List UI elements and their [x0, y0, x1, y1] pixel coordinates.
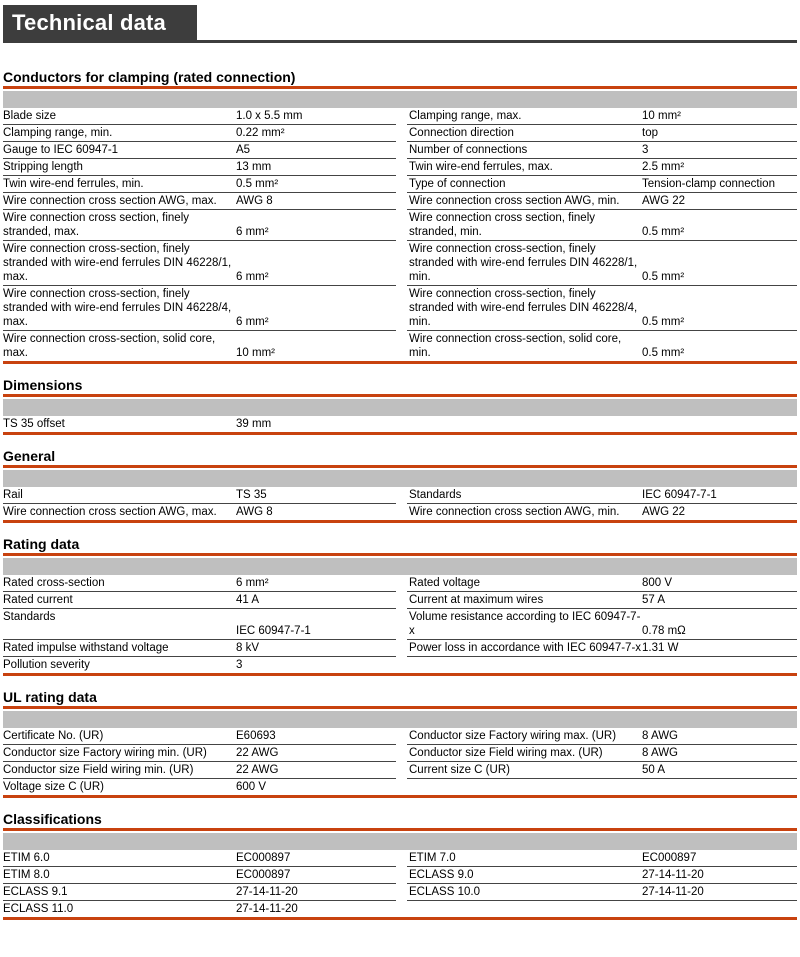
property-value-text: 13 mm [236, 161, 272, 173]
property-value [642, 109, 797, 123]
property-value [236, 488, 396, 502]
property-label: Volume resistance according to IEC 60947-7-x [409, 611, 641, 637]
property-label: Current size C (UR) [409, 764, 510, 776]
property-value-text: AWG 22 [642, 195, 686, 207]
left-property [3, 575, 396, 592]
property-value [236, 610, 396, 638]
section-classifications [3, 809, 797, 920]
property-label: Clamping range, max. [409, 110, 522, 122]
section-divider [3, 86, 797, 89]
page-header [3, 5, 797, 43]
table-row [3, 575, 797, 592]
property-value [236, 641, 396, 655]
property-value-text: 1.31 W [642, 642, 679, 654]
table-row [3, 241, 797, 286]
section-header-bar [3, 470, 797, 487]
property-value-text: 6 mm² [236, 271, 269, 283]
table-row [3, 125, 797, 142]
left-property [3, 159, 396, 176]
property-value [642, 194, 797, 208]
property-value [642, 177, 797, 191]
left-property [3, 850, 396, 867]
left-property [3, 901, 407, 920]
property-label: Clamping range, min. [3, 127, 113, 139]
section-dimensions [3, 375, 797, 435]
property-label: Wire connection cross section, finely stranded, min. [409, 212, 595, 238]
table-row [3, 901, 797, 920]
property-value-text: 2.5 mm² [642, 161, 685, 173]
right-property [407, 728, 797, 745]
property-value-text: 27-14-11-20 [642, 869, 704, 881]
property-value-text: A5 [236, 144, 251, 156]
property-value-text: 22 AWG [236, 747, 279, 759]
property-label: Connection direction [409, 127, 514, 139]
property-label: Number of connections [409, 144, 528, 156]
table-row [3, 193, 797, 210]
property-label: Certificate No. (UR) [3, 730, 104, 742]
property-value-text: 0.5 mm² [641, 347, 685, 359]
property-label: Wire connection cross section, finely stranded, max. [3, 212, 189, 238]
property-value [236, 332, 407, 360]
table-row [3, 210, 797, 241]
right-property [407, 779, 797, 798]
left-property [3, 193, 396, 210]
table-row [3, 142, 797, 159]
property-value [236, 885, 396, 899]
table-row [3, 867, 797, 884]
property-value-text: 39 mm [236, 418, 272, 430]
property-value-text: 0.22 mm² [236, 127, 285, 139]
table-row [3, 762, 797, 779]
left-property [3, 108, 396, 125]
property-label: ECLASS 9.0 [409, 869, 474, 881]
property-value [642, 885, 797, 899]
property-value [236, 417, 407, 431]
property-value-text: 22 AWG [236, 764, 279, 776]
left-property [3, 779, 407, 798]
table-row [3, 286, 797, 331]
property-label: Wire connection cross-section, finely stranded with wire-end ferrules DIN 46228/4, min. [409, 288, 638, 328]
section-header-bar [3, 558, 797, 575]
property-value-text: 10 mm² [642, 110, 681, 122]
right-property [407, 592, 797, 609]
property-value [236, 211, 396, 239]
left-property [3, 728, 396, 745]
right-property [407, 159, 797, 176]
property-value [236, 576, 396, 590]
property-value [642, 576, 797, 590]
property-label: Wire connection cross-section, finely stranded with wire-end ferrules DIN 46228/1, max. [3, 243, 232, 283]
property-label: Wire connection cross-section, finely stranded with wire-end ferrules DIN 46228/1, min. [409, 243, 638, 283]
property-value [236, 143, 396, 157]
property-value-text: 6 mm² [236, 316, 269, 328]
property-value-text: 3 [236, 659, 243, 671]
property-value [236, 658, 407, 672]
section-ul-rating-data [3, 687, 797, 798]
left-property [3, 416, 407, 435]
property-value-text: 27-14-11-20 [236, 903, 298, 915]
property-value [236, 902, 407, 916]
property-value-text: AWG 8 [236, 195, 273, 207]
property-label: Wire connection cross-section, solid core, min. [408, 333, 622, 359]
right-property [407, 125, 797, 142]
left-property [3, 657, 407, 676]
left-property [3, 867, 396, 884]
property-label: Pollution severity [3, 659, 90, 671]
property-value [642, 729, 797, 743]
right-property [407, 142, 797, 159]
property-value [642, 851, 797, 865]
right-property [407, 884, 797, 901]
section-conductors-for-clamping-rated-connection [3, 67, 797, 364]
property-value [642, 143, 797, 157]
table-row [3, 108, 797, 125]
left-property [3, 640, 396, 657]
property-label: TS 35 offset [3, 418, 65, 430]
property-value [642, 505, 797, 519]
property-label: Voltage size C (UR) [3, 781, 104, 793]
property-value [236, 177, 396, 191]
property-label: Wire connection cross-section, finely stranded with wire-end ferrules DIN 46228/4, max. [3, 288, 232, 328]
property-value [642, 641, 797, 655]
right-property [407, 108, 797, 125]
property-value-text: 50 A [642, 764, 666, 776]
section-rating-data [3, 534, 797, 676]
right-property [407, 657, 797, 676]
section-title: Dimensions [3, 377, 83, 393]
property-label: ECLASS 10.0 [409, 886, 480, 898]
table-row [3, 884, 797, 901]
section-header-bar [3, 833, 797, 850]
property-value-text: IEC 60947-7-1 [642, 489, 717, 501]
property-value [236, 851, 396, 865]
property-value [236, 780, 407, 794]
table-row [3, 176, 797, 193]
property-label: Standards [3, 611, 56, 623]
property-value [236, 729, 396, 743]
left-property [3, 142, 396, 159]
technical-data-page [0, 5, 800, 920]
table-row [3, 745, 797, 762]
property-value [236, 593, 396, 607]
property-value-text: EC000897 [236, 869, 291, 881]
left-property [3, 176, 396, 193]
right-property [407, 867, 797, 884]
right-property [407, 901, 797, 920]
table-row [3, 331, 797, 364]
property-label: ETIM 7.0 [409, 852, 456, 864]
property-label: Wire connection cross section AWG, max. [3, 195, 217, 207]
title-underline [3, 40, 797, 43]
property-value [642, 593, 797, 607]
property-label: Stripping length [3, 161, 83, 173]
property-label: ECLASS 9.1 [3, 886, 68, 898]
right-property [407, 504, 797, 523]
table-row [3, 592, 797, 609]
property-label: ECLASS 11.0 [3, 903, 74, 915]
property-value [236, 242, 396, 284]
property-value [642, 160, 797, 174]
property-value-text: 27-14-11-20 [236, 886, 298, 898]
right-property [407, 850, 797, 867]
section-title: General [3, 448, 56, 464]
property-value-text: 0.5 mm² [642, 226, 685, 238]
left-property [3, 487, 396, 504]
table-row [3, 504, 797, 523]
property-value [642, 610, 797, 638]
property-value-text: 600 V [236, 781, 267, 793]
property-value-text: 0.5 mm² [642, 316, 685, 328]
property-value-text: 27-14-11-20 [642, 886, 704, 898]
left-property [3, 331, 407, 364]
right-property [407, 176, 797, 193]
section-divider [3, 553, 797, 556]
property-value [642, 287, 797, 329]
section-header-bar [3, 91, 797, 108]
property-label: Twin wire-end ferrules, min. [3, 178, 144, 190]
table-row [3, 850, 797, 867]
section-header-bar [3, 711, 797, 728]
property-value [236, 109, 396, 123]
property-label: Rail [3, 489, 23, 501]
property-label: Rated impulse withstand voltage [3, 642, 169, 654]
property-value-text: 1.0 x 5.5 mm [236, 110, 303, 122]
section-divider [3, 828, 797, 831]
property-value [236, 160, 396, 174]
property-value-text: 6 mm² [236, 226, 269, 238]
property-value [236, 868, 396, 882]
property-label: Conductor size Factory wiring min. (UR) [3, 747, 207, 759]
property-value [642, 211, 797, 239]
property-value-text: AWG 8 [236, 506, 273, 518]
property-value-text: 0.5 mm² [236, 178, 279, 190]
property-label: Rated voltage [409, 577, 480, 589]
property-label: Gauge to IEC 60947-1 [3, 144, 119, 156]
property-value [236, 505, 407, 519]
property-label: Rated current [3, 594, 73, 606]
property-value-text: Tension-clamp connection [642, 178, 775, 190]
left-property [3, 884, 396, 901]
right-property [407, 762, 797, 779]
property-value-text: E60693 [236, 730, 276, 742]
left-property [3, 762, 396, 779]
property-value-text: AWG 22 [641, 506, 686, 518]
section-divider [3, 465, 797, 468]
section-title: Conductors for clamping (rated connection) [3, 69, 296, 85]
property-value-text: 8 AWG [642, 730, 678, 742]
right-property [407, 640, 797, 657]
property-value-text: 10 mm² [236, 347, 275, 359]
left-property [3, 745, 396, 762]
property-label: Blade size [3, 110, 57, 122]
table-row [3, 657, 797, 676]
property-label: ETIM 8.0 [3, 869, 50, 881]
table-row [3, 640, 797, 657]
right-property [407, 416, 797, 435]
left-property [3, 210, 396, 241]
property-value-text: 8 AWG [642, 747, 678, 759]
property-label: Type of connection [409, 178, 506, 190]
property-label: Wire connection cross section AWG, max. [3, 506, 217, 518]
property-value-text: 6 mm² [236, 577, 269, 589]
left-property [3, 504, 407, 523]
sections-container [3, 67, 797, 920]
property-value-text: EC000897 [236, 852, 291, 864]
section-divider [3, 706, 797, 709]
property-label: Wire connection cross section AWG, min. [409, 195, 620, 207]
property-value-text: 57 A [642, 594, 666, 606]
property-label: Wire connection cross section AWG, min. [408, 506, 620, 518]
property-value-text: IEC 60947-7-1 [236, 625, 311, 637]
right-property [407, 193, 797, 210]
property-value [642, 242, 797, 284]
property-label: Conductor size Field wiring max. (UR) [409, 747, 603, 759]
property-label: Twin wire-end ferrules, max. [409, 161, 553, 173]
section-title: Rating data [3, 536, 80, 552]
property-label: ETIM 6.0 [3, 852, 50, 864]
property-value-text: 0.78 mΩ [642, 625, 686, 637]
property-value-text: 3 [642, 144, 649, 156]
property-label: Power loss in accordance with IEC 60947-7-x [409, 642, 642, 654]
property-value [642, 763, 797, 777]
property-value [236, 126, 396, 140]
property-label: Current at maximum wires [409, 594, 544, 606]
table-row [3, 609, 797, 640]
property-value-text: 8 kV [236, 642, 260, 654]
left-property [3, 592, 396, 609]
property-value [236, 287, 396, 329]
property-value [642, 332, 797, 360]
section-title: UL rating data [3, 689, 97, 705]
property-label: Conductor size Field wiring min. (UR) [3, 764, 194, 776]
right-property [407, 575, 797, 592]
left-property [3, 609, 396, 640]
left-property [3, 241, 396, 286]
property-value-text: top [642, 127, 658, 139]
property-value-text: 800 V [642, 577, 673, 589]
property-value [236, 763, 396, 777]
section-divider [3, 394, 797, 397]
right-property [407, 241, 797, 286]
property-value-text: 41 A [236, 594, 260, 606]
right-property [407, 487, 797, 504]
table-row [3, 779, 797, 798]
left-property [3, 125, 396, 142]
right-property [407, 609, 797, 640]
table-row [3, 728, 797, 745]
property-label: Conductor size Factory wiring max. (UR) [409, 730, 617, 742]
property-label: Wire connection cross-section, solid core, max. [3, 333, 216, 359]
left-property [3, 286, 396, 331]
page-title: Technical data [3, 5, 197, 40]
section-title: Classifications [3, 811, 102, 827]
right-property [407, 210, 797, 241]
property-value-text: 0.5 mm² [642, 271, 685, 283]
property-value [642, 746, 797, 760]
property-value-text: TS 35 [236, 489, 267, 501]
section-general [3, 446, 797, 523]
property-label: Standards [409, 489, 462, 501]
table-row [3, 159, 797, 176]
right-property [407, 331, 797, 364]
right-property [407, 745, 797, 762]
property-value [236, 194, 396, 208]
section-header-bar [3, 399, 797, 416]
property-value [236, 746, 396, 760]
property-value [642, 126, 797, 140]
table-row [3, 416, 797, 435]
right-property [407, 286, 797, 331]
property-value-text: EC000897 [642, 852, 697, 864]
table-row [3, 487, 797, 504]
property-label: Rated cross-section [3, 577, 105, 589]
property-value [642, 868, 797, 882]
property-value [642, 488, 797, 502]
